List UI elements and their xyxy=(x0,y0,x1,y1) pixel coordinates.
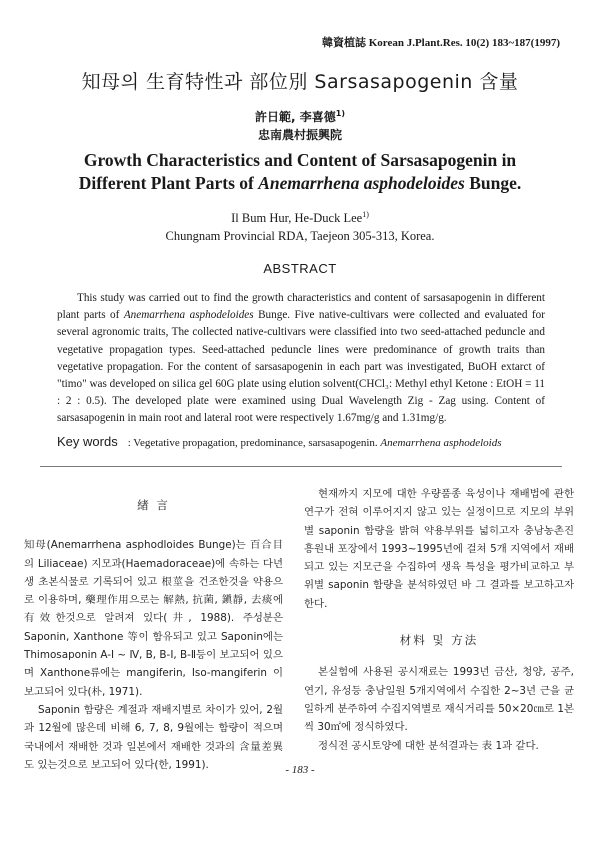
english-title-line2: Different Plant Parts of Anemarrhena asphodeloides Bunge. xyxy=(78,173,522,193)
english-authors-footnote: 1) xyxy=(362,210,369,219)
introduction-paragraph-3: 현재까지 지모에 대한 우량품종 육성이나 재배법에 관한 연구가 전혀 이루어지지 않고 있는 실정이므로 지모의 부위별 saponin 함량을 밝혀 약용부위를 넓히고자 충남농촌진흥원내 포장에서 1993~1995년에 걸쳐 5개 지역에서 재배되고 있는 지모근을 수집하여 생육 특성을 평가비교하고 부위별 saponin 함량을 분석하였던 바 그 결과를 보고하고자 한다. xyxy=(304,488,574,610)
english-authors: Il Bum Hur, He-Duck Lee$^{1)}$ xyxy=(231,210,369,226)
abstract-body: This study was carried out to find the growth characteristics and content of sarsasapogenin in different plant parts of Anemarrhena asphodeloides Bunge. Five native-cultivars were collected and evaluated for several agronomic traits, The collected native-cultivars were classified into two seed-attached peduncle and vegetative propagation types. Seed-attached peduncle lines were predominance of growth traits than vegetative propagation. For the content of sarsasapogenin in each part was investigated, BuOH extarct of "timo" was developed on silica gel 60G plate using elution solvent(CHCl₃: Methyl ethyl Ketone : EtOH = 11 : 2 : 0.5). The developed plate were examined using Dual Wavelength Zig - Zag using. Content of sarsasapogenin in main root and lateral root were respectively 1.67mg/g and 1.31mg/g. xyxy=(57,292,545,425)
korean-authors: 許日範, 李喜德$^{1)}$ xyxy=(255,109,345,124)
english-affiliation: Chungnam Provincial RDA, Taejeon 305-313, Korea. xyxy=(165,229,435,243)
methods-paragraph-1: 본실험에 사용된 공시재료는 1993년 금산, 청양, 공주, 연기, 유성등 충남일원 5개지역에서 수집한 2~3년 근을 균일하게 분주하여 수집지역별로 재식거리를 50×20㎝로 1본씩 30㎡에 정식하였다. xyxy=(304,666,574,734)
section-divider xyxy=(40,466,562,467)
abstract-species: Anemarrhena asphodeloides xyxy=(123,309,254,322)
abstract-heading: ABSTRACT xyxy=(263,261,337,276)
keywords-text: : Vegetative propagation, predominance, sarsasapogenin. xyxy=(127,437,381,449)
keywords-label: Key words xyxy=(57,434,118,449)
left-column xyxy=(24,496,283,774)
methods-paragraph-2: 정식전 공시토양에 대한 분석결과는 表 1과 같다. xyxy=(318,739,539,752)
introduction-heading: 緖 言 xyxy=(137,498,170,512)
right-column xyxy=(304,485,574,755)
methods-heading: 材料 및 方法 xyxy=(399,633,479,648)
keywords-species: Anemarrhena asphodeloids xyxy=(380,437,502,449)
english-title xyxy=(40,149,560,195)
introduction-paragraph-2: Saponin 함량은 계절과 재배지별로 차이가 있어, 2월과 12월에 많은데 비해 6, 7, 8, 9월에는 함량이 적으며 국내에서 재배한 것과 일본에서 재배한 것과의 含量差異도 있는것으로 보고되어 있다(한, 1991). xyxy=(24,703,283,771)
page-number: - 183 - xyxy=(285,764,315,776)
korean-affiliation: 忠南農村振興院 xyxy=(257,128,342,142)
introduction-paragraph-1: 知母(Anemarrhena asphodloides Bunge)는 百合目의 Liliaceae) 지모과(Haemadoraceae)에 속하는 다년생 초본식물로 기록되어 있고 根莖을 건조한것을 약용으로 이용하며, 藥理作用으로는 解熱, 抗菌, 鎭靜, 去痰에 有效한것으로 알려져 있다(井, 1988). 주성분은 Saponin, Xanthone 等이 함유되고 있고 Saponin에는 Thimosaponin A-I ~ Ⅳ, B, B-Ⅰ, B-Ⅱ등이 보고되어 있으며 Xanthone류에는 mangiferin, Iso-mangiferin 이 보고되어 있다(朴, 1971). xyxy=(24,539,283,698)
english-title-line1: Growth Characteristics and Content of Sarsasapogenin in xyxy=(83,150,517,170)
english-title-species: Anemarrhena asphodeloides xyxy=(258,173,465,193)
journal-citation: 韓資植誌 Korean J.Plant.Res. 10(2) 183~187(1997) xyxy=(321,37,560,49)
korean-authors-footnote: 1) xyxy=(335,109,345,118)
korean-title: 知母의 生育特性과 部位別 Sarsasapogenin 含量 xyxy=(81,71,519,93)
keywords xyxy=(57,434,557,449)
